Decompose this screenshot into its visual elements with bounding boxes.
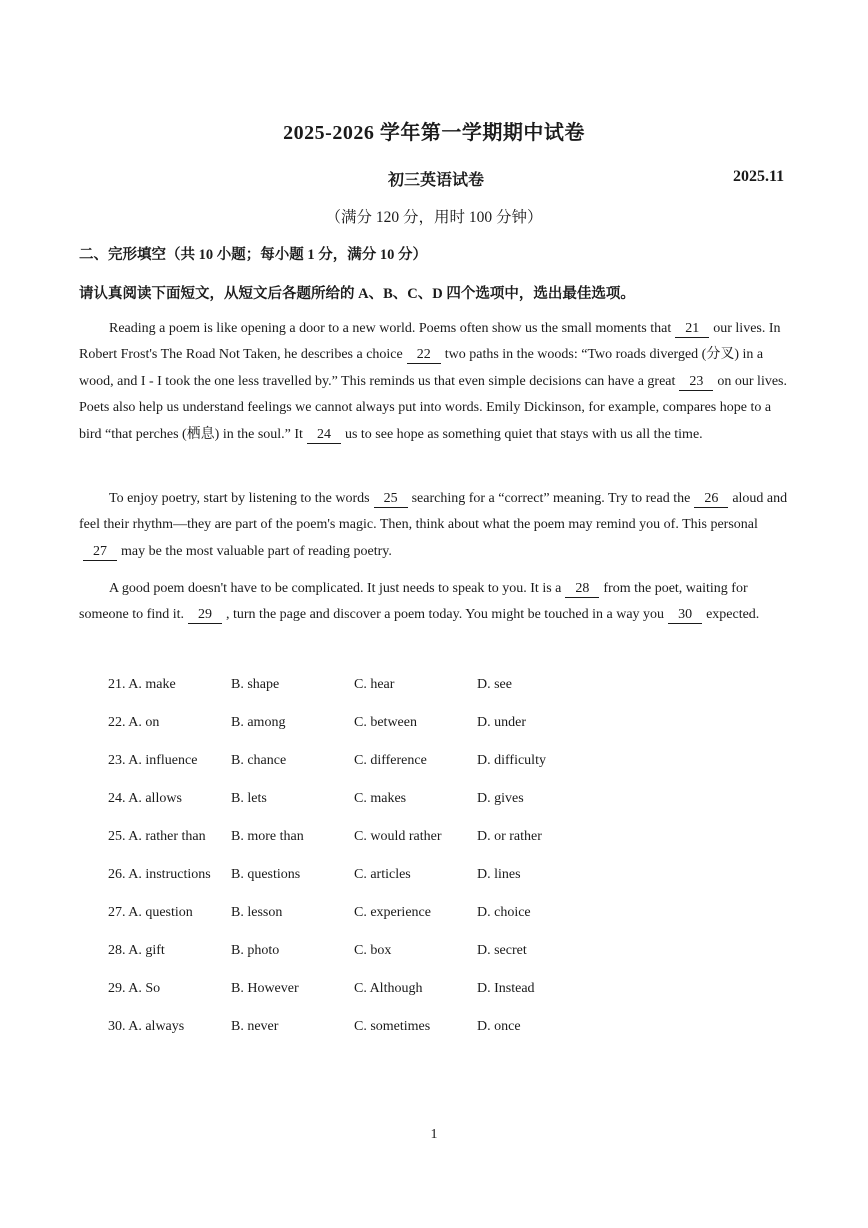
blank-29: 29 (188, 607, 222, 624)
option-a: 23. A. influence (108, 753, 198, 768)
passage-text: A good poem doesn't have to be complicated. It just needs to speak to you. It is a (109, 581, 562, 596)
option-d: D. secret (477, 943, 527, 958)
passage-text: two paths in the woods: “Two roads diverged (分叉) in a wood, and I - I took the one less travelled by.” This reminds us that even simple decisions can have a great (79, 347, 764, 389)
option-d: D. lines (477, 867, 521, 882)
blank-24: 24 (307, 427, 341, 444)
option-b: B. lets (231, 791, 267, 806)
option-a: 28. A. gift (108, 943, 165, 958)
option-d: D. difficulty (477, 753, 546, 768)
passage-paragraph-3 (79, 576, 791, 629)
option-c: C. difference (354, 753, 427, 768)
exam-subtitle: 初三英语试卷 (388, 172, 485, 189)
passage-text: may be the most valuable part of reading poetry. (121, 543, 392, 559)
option-b: B. questions (231, 867, 301, 882)
option-b: B. lesson (231, 905, 283, 920)
option-d: D. gives (477, 791, 524, 806)
passage-text: To enjoy poetry, start by listening to the words (109, 491, 370, 506)
passage-text: us to see hope as something quiet that stays with us all the time. (344, 426, 703, 442)
option-c: C. Although (354, 981, 423, 996)
page-number: 1 (430, 1127, 438, 1142)
option-d: D. Instead (477, 981, 535, 996)
score-info: （满分 120 分，用时 100 分钟） (325, 209, 543, 226)
option-c: C. experience (354, 905, 431, 920)
option-row-22 (108, 704, 628, 742)
passage-text: searching for a “correct” meaning. Try to read the (411, 491, 691, 506)
option-row-24 (108, 780, 628, 818)
passage-text: our lives. In Robert Frost's The Road Not Taken, he describes a choice (79, 321, 781, 363)
option-c: C. between (354, 715, 417, 730)
option-b: B. never (231, 1019, 279, 1034)
blank-30: 30 (668, 607, 702, 624)
passage-text: expected. (706, 607, 760, 623)
option-a: 27. A. question (108, 905, 193, 920)
blank-25: 25 (374, 491, 408, 508)
option-c: C. would rather (354, 829, 442, 844)
exam-title: 2025-2026 学年第一学期期中试卷 (283, 122, 585, 144)
option-b: B. shape (231, 677, 280, 692)
option-c: C. makes (354, 791, 407, 806)
option-a: 30. A. always (108, 1019, 185, 1034)
answer-options (108, 666, 628, 1046)
section-heading: 二、完形填空（共 10 小题；每小题 1 分，满分 10 分） (79, 247, 427, 263)
option-row-23 (108, 742, 628, 780)
passage-text: Reading a poem is like opening a door to a new world. Poems often show us the small moments that (109, 321, 672, 336)
passage-paragraph-1 (79, 316, 791, 448)
option-row-21 (108, 666, 628, 704)
passage-text: aloud and feel their rhythm—they are part of the poem's magic. Then, think about what the poem may remind you of. This personal (79, 491, 788, 533)
option-d: D. once (477, 1019, 521, 1034)
option-d: D. or rather (477, 829, 542, 844)
blank-27: 27 (83, 544, 117, 561)
option-b: B. photo (231, 943, 280, 958)
option-b: B. among (231, 715, 286, 730)
blank-28: 28 (565, 581, 599, 598)
option-c: C. hear (354, 677, 395, 692)
option-c: C. sometimes (354, 1019, 431, 1034)
option-a: 29. A. So (108, 981, 161, 996)
option-row-26 (108, 856, 628, 894)
option-row-25 (108, 818, 628, 856)
blank-26: 26 (694, 491, 728, 508)
blank-21: 21 (675, 321, 709, 338)
option-b: B. chance (231, 753, 287, 768)
option-row-27 (108, 894, 628, 932)
option-b: B. However (231, 981, 299, 996)
section-instruction: 请认真阅读下面短文，从短文后各题所给的 A、B、C、D 四个选项中，选出最佳选项。 (79, 286, 635, 302)
option-a: 26. A. instructions (108, 867, 211, 882)
option-d: D. choice (477, 905, 531, 920)
option-a: 24. A. allows (108, 791, 182, 806)
option-row-29 (108, 970, 628, 1008)
option-row-30 (108, 1008, 628, 1046)
option-a: 21. A. make (108, 677, 176, 692)
passage-text: from the poet, waiting for someone to find it. (79, 581, 748, 623)
passage-text: , turn the page and discover a poem today. You might be touched in a way you (226, 607, 665, 623)
option-a: 25. A. rather than (108, 829, 206, 844)
option-d: D. under (477, 715, 526, 730)
passage-paragraph-2 (79, 486, 791, 565)
option-a: 22. A. on (108, 715, 160, 730)
option-c: C. articles (354, 867, 411, 882)
option-row-28 (108, 932, 628, 970)
blank-23: 23 (679, 374, 713, 391)
blank-22: 22 (407, 347, 441, 364)
passage-text: on our lives. Poets also help us understand feelings we cannot always put into words. Emily Dickinson, for example, compares hope to a bird “that perches (栖息) in the soul.” It (79, 373, 787, 442)
exam-date: 2025.11 (733, 168, 785, 185)
option-b: B. more than (231, 829, 304, 844)
option-d: D. see (477, 677, 512, 692)
option-c: C. box (354, 943, 392, 958)
